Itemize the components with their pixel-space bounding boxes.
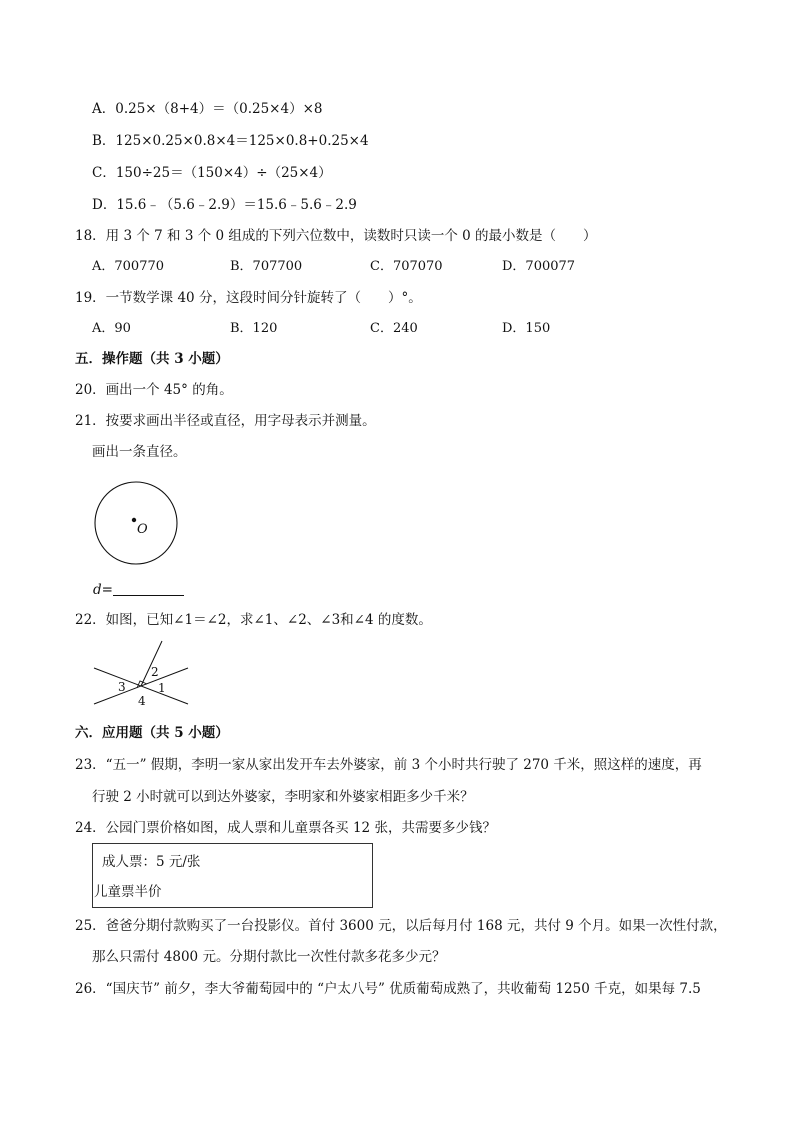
q18-option-a: A．700770: [92, 259, 165, 274]
q17-option-a: A．0.25×（8+4）＝（0.25×4）×8: [92, 101, 323, 117]
angle-label-1: 1: [158, 681, 166, 695]
q18-option-c: C．707070: [370, 259, 443, 274]
section-6-title: 六．应用题（共 5 小题）: [75, 725, 229, 741]
angle-label-4: 4: [138, 694, 146, 708]
q21-stem: 21．按要求画出半径或直径，用字母表示并测量。: [75, 413, 376, 429]
q25-line-2: 那么只需付 4800 元。分期付款比一次性付款多花多少元？: [92, 949, 446, 965]
circle-figure: [92, 480, 182, 570]
q24-stem: 24．公园门票价格如图，成人票和儿童票各买 12 张，共需要多少钱？: [75, 820, 496, 836]
q23-line-2: 行驶 2 小时就可以到达外婆家，李明家和外婆家相距多少千米？: [92, 789, 474, 805]
adult-ticket-price: 成人票：5 元/张: [102, 854, 201, 870]
q19-option-c: C．240: [370, 321, 418, 336]
q25-line-1: 25．爸爸分期付款购买了一台投影仪。首付 3600 元，以后每月付 168 元，共付 9 个月。如果一次性付款，: [75, 918, 727, 934]
q18-option-d: D．700077: [502, 259, 576, 274]
ticket-price-box: [92, 843, 373, 908]
q23-line-1: 23．“五一” 假期，李明一家从家出发开车去外婆家，前 3 个小时共行驶了 270 千米，照这样的速度，再: [75, 757, 702, 773]
q20-stem: 20．画出一个 45° 的角。: [75, 382, 233, 398]
q19-option-a: A．90: [92, 321, 131, 336]
q19-option-d: D．150: [502, 321, 551, 336]
q21-answer-label: d=: [93, 582, 113, 598]
angles-figure: [92, 640, 192, 708]
q22-stem: 22．如图，已知∠1＝∠2，求∠1、∠2、∠3和∠4 的度数。: [75, 612, 432, 628]
q17-option-b: B．125×0.25×0.8×4＝125×0.8+0.25×4: [92, 133, 369, 149]
q17-option-d: D．15.6﹣（5.6﹣2.9）＝15.6﹣5.6﹣2.9: [92, 197, 357, 213]
q21-sub-instruction: 画出一条直径。: [92, 444, 187, 460]
q19-stem: 19．一节数学课 40 分，这段时间分针旋转了（ ）°。: [75, 290, 422, 306]
q21-answer-blank: [113, 594, 184, 596]
q19-option-b: B．120: [230, 321, 278, 336]
q18-stem: 18．用 3 个 7 和 3 个 0 组成的下列六位数中，读数时只读一个 0 的最小数是（ ）: [75, 228, 597, 244]
q26-line-1: 26．“国庆节” 前夕，李大爷葡萄园中的 “户太八号” 优质葡萄成熟了，共收葡萄 1250 千克，如果每 7.5: [75, 981, 701, 997]
circle-center-dot: [132, 518, 136, 522]
circle-outline: [95, 482, 177, 564]
child-ticket-price: 儿童票半价: [94, 884, 162, 900]
circle-center-label: O: [137, 522, 148, 537]
angle-label-2: 2: [151, 665, 159, 679]
q18-option-b: B．707700: [230, 259, 303, 274]
section-5-title: 五．操作题（共 3 小题）: [75, 351, 229, 367]
q17-option-c: C．150÷25＝（150×4）÷（25×4）: [92, 165, 332, 181]
angle-label-3: 3: [118, 680, 126, 694]
